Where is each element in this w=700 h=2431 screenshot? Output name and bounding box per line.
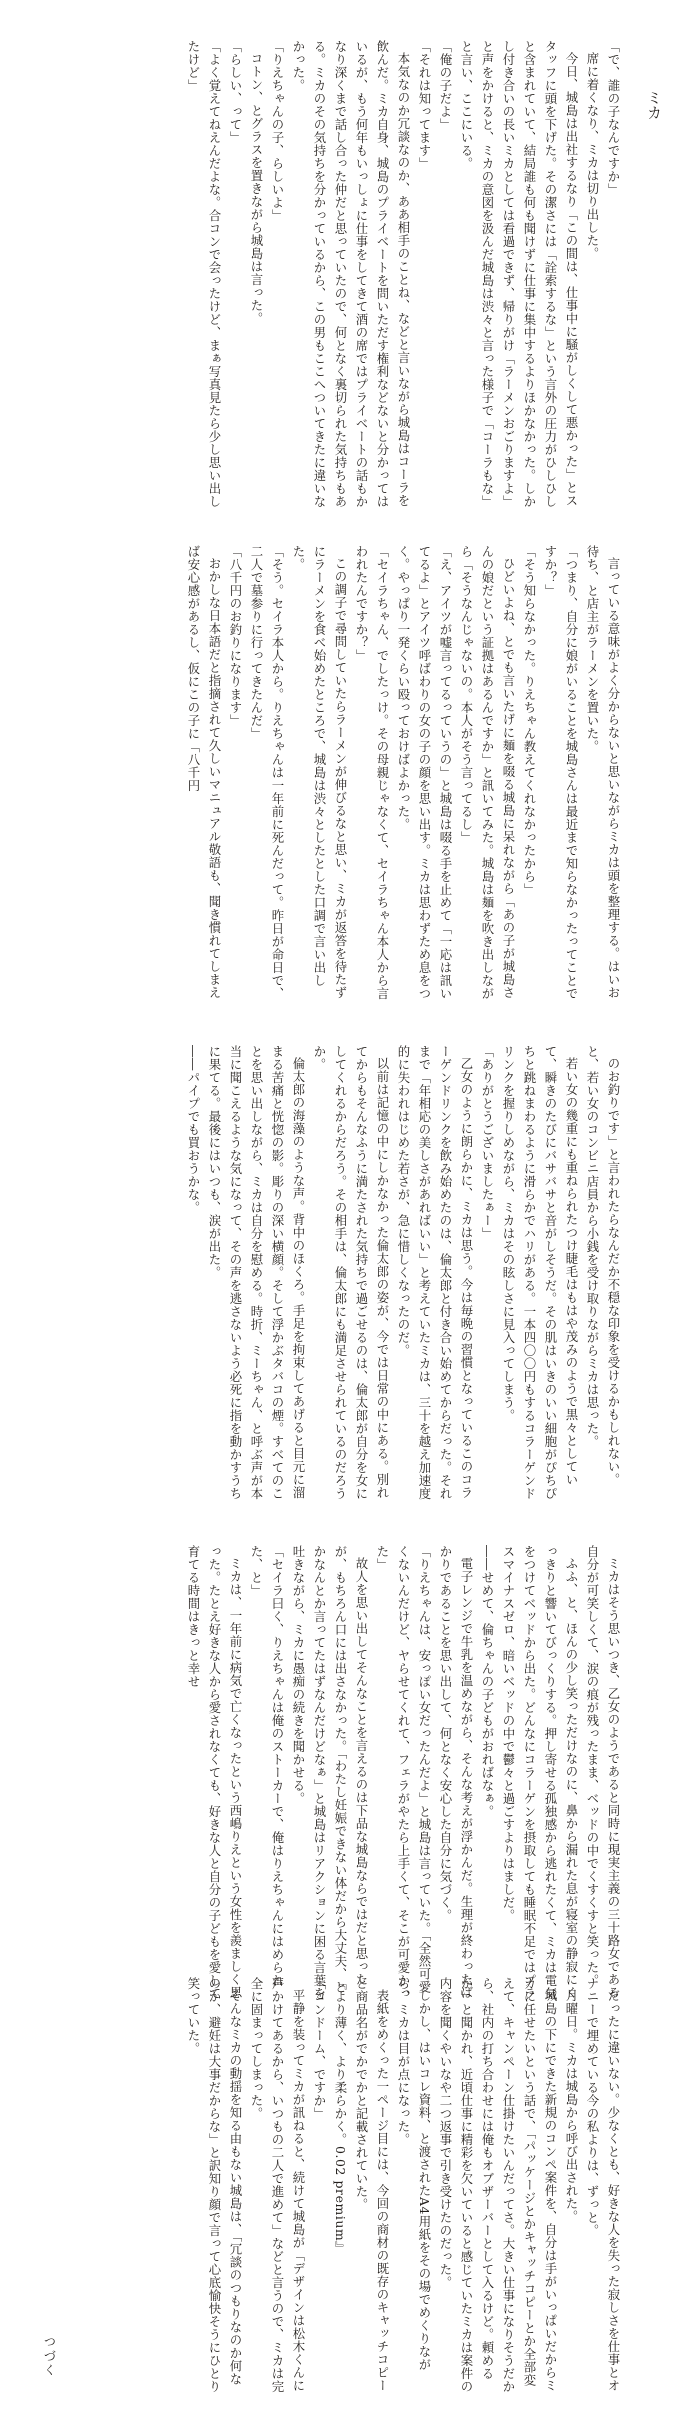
paragraph: ひどいよね、とでも言いたげに麺を啜る城島に呆れながら「あの子が城島さんの娘だという証拠はあるんですか」と訊いてみた。城島は麺を吹き出しながら「そうなんじゃないの。本人がそう言ってるし」: [459, 545, 516, 1000]
paragraph: 城島の下にできた新規のコンペ案件を、自分は手がいっぱいだからミカに任せたいという話で、「パッケージとかキャッチコピーとか全部変えて、キャンペーン仕掛けたいんだってさ。大きい仕事になりそうだから、社内の打ち合わせには俺もオブザーバーとして入るけど。頼めるか」と聞かれ、近頃仕事に精彩を欠いていると感じていたミカは案件の内容を聞くやいなや二つ返事で引き受けたのだった。: [438, 1977, 558, 2393]
paragraph: だったに違いない。少なくとも、好きな人を失った寂しさを仕事とオナニーで埋めている今の私よりは、ずっと。: [585, 1977, 621, 2393]
paragraph: 平静を装ってミカが訊ねると、続けて城島が「デザインは松木くんに声かけてあるから、いつもの二人で進めて」などと言うので、ミカは完全に固まってしまった。: [249, 1977, 306, 2393]
paragraph: 今日、城島は出社するなり「この間は、仕事中に騒がしくして悪かった」とスタッフに頭を下げた。その潔さには「詮索するな」という言外の圧力がひしひしと含まれていて、結局誰も何も聞けずに仕事に集中するよりほかなかった。しかし付き合いの長いミカとしては看過できず、帰りがけ「ラーメンおごりますよ」と声をかけると、ミカの意図を汲んだ城島は渋々と言った様子で「コーラもな」と言い、ここにいる。: [459, 40, 579, 508]
text-column-block: [18, 1545, 624, 2001]
paragraph: 以前は記憶の中にしかなかった倫太郎の姿が、今では日常の中にある。別れてからもそんなふうに満たされた気持ちで過ごせるのは、倫太郎が自分を女にしてくれるからだろう。その相手は、倫太郎にも満足させられているのだろうか。: [312, 1045, 390, 1500]
paragraph: 「らしい、って」: [228, 40, 243, 144]
text-column-block: [18, 1045, 624, 1501]
chapter-title: ミカ: [645, 90, 663, 120]
paragraph: しかし、はいコレ資料、と渡されたA4用紙をその場でめくりながら、ミカは目が点になった。: [396, 1977, 432, 2372]
paragraph: おかしな日本語だと指摘されて久しいマニュアル敬語も、聞き慣れてしまえば安心感があるし、仮にこの子に「八千円: [186, 545, 222, 1000]
paragraph: 「コンドーム、ですか」: [312, 1977, 327, 2120]
paragraph: 倫太郎の海藻のような声。背中のほくろ。手足を拘束してあげると目元に溜まる苦痛と恍惚の影。彫りの深い横顔。そして浮かぶタバコの煙。すべてのことを思い出しながら、ミカは自分を慰める。時折、ミーちゃん、と呼ぶ声が本当に聞こえるような気になって、その声を逃さないよう必死に指を動かすうちに果てる。最後にはいつも、涙が出た。: [207, 1045, 306, 1500]
paragraph: 月曜日。ミカは城島から呼び出された。: [564, 1989, 579, 2224]
paragraph: 「それは知ってます」: [417, 40, 432, 170]
paragraph: 「りえちゃんは、安っぽい女だったんだよ」と城島は言っていた。「全然可愛くないんだけど、ヤらせてくれて、フェラがやたら上手くて、そこが可愛かった」: [375, 1545, 432, 2000]
paragraph: 「そう知らなかった。りえちゃん教えてくれなかったから」: [522, 545, 537, 896]
paragraph: 席に着くなり、ミカは切り出した。: [585, 52, 600, 261]
paragraph: 「セイラ曰く、りえちゃんは俺のストーカーで、俺はりえちゃんにはめられた、と」: [249, 1545, 285, 1987]
paragraph: 若い女の幾重にも重ねられたつけ睫毛はもはや茂みのようで黒々としていて、瞬きのたびにバサバサと音がしそうだ。その肌はいきのいい細胞がぴちぴちと跳ねまわるように滑らかでハリがある。一本四〇〇円もするコラーゲンドリンクを握りしめながら、ミカはその眩しさに見入ってしまう。: [501, 1045, 579, 1500]
paragraph: 電子レンジで牛乳を温めながら、そんな考えが浮かんだ。生理が終わったばかりであることを思い出して、何となく安心した自分に気づく。: [438, 1545, 474, 2000]
to-be-continued-mark: つづく: [42, 2335, 57, 2379]
paragraph: 「俺の子だよ」: [438, 40, 453, 131]
paragraph: 故人を思い出してそんなことを言えるのは下品な城島ならではだと思ったが、もちろん口には出さなかった。「わたし妊娠できない体だから大丈夫、とかなんとか言ってたはずなんだけどなぁ」と城島はリアクションに困る言葉を吐きながら、ミカに愚痴の続きを聞かせる。: [291, 1545, 369, 2000]
text-column-block: [18, 40, 624, 508]
paragraph: 「ありがとうございましたぁー」: [480, 1045, 495, 1240]
paragraph: 『より薄く、より柔らかく。0.02 premium』: [333, 1977, 348, 2255]
paragraph: 「え、アイツが嘘言ってるっていうの」と城島は啜る手を止めて「一応は訊いてるよ」とアイツ呼ばわりの女の子の顔を思い出す。ミカは思わずため息をつく。やっぱり一発くらい殴っておけばよかった。: [396, 545, 453, 1000]
paragraph: 「よく覚えてねえんだよな。合コンで会ったけど、まぁ写真見たら少し思い出したけど」: [186, 40, 222, 508]
paragraph: ――パイプでも買おうかな。: [186, 1045, 201, 1214]
paragraph: ミカは、一年前に病気で亡くなったという西嶋りえという女性を羨ましく思った。たとえ好きな人から愛されなくても、好きな人と自分の子どもを愛して育てる時間はきっと幸せ: [186, 1545, 243, 2000]
paragraph: 「八千円のお釣りになります」: [228, 545, 243, 727]
paragraph: のお釣りです」と言われたらなんだか不穏な印象を受けるかもしれない。と、若い女のコンビニ店員から小銭を受け取りながらミカは思った。: [585, 1045, 621, 1487]
paragraph: 「で、誰の子なんですか」: [606, 40, 621, 196]
paragraph: コトン、とグラスを置きながら城島は言った。: [249, 52, 264, 326]
paragraph: 「りえちゃんの子、らしいよ」: [270, 40, 285, 222]
paragraph: 言っている意味がよく分からないと思いながらミカは頭を整理する。はいお待ち、と店主がラーメンを置いた。: [585, 545, 621, 1000]
paragraph: ミカはそう思いつき、乙女のようであると同時に現実主義の三十路女である自分が可笑しくて、涙の痕が残ったまま、ベッドの中でくすくすと笑った。: [585, 1545, 621, 2000]
paragraph: そんなミカの動揺を知る由もない城島は、「冗談のつもりなのか何なのか、避妊は大事だからな」と訳知り顔で言って心底愉快そうにひとり笑っていた。: [186, 1977, 243, 2393]
paragraph: 表紙をめくった一ページ目には、今回の商材の既存のキャッチコピーと商品名がでかでかと記載されていた。: [354, 1977, 390, 2393]
paragraph: 「つまり、自分に娘がいることを城島さんは最近まで知らなかったってことですか？」: [543, 545, 579, 1000]
paragraph: ――せめて、倫ちゃんの子どもがおればなぁ。: [480, 1545, 495, 1818]
text-column-block: [18, 1977, 624, 2395]
paragraph: ふふ、と、ほんの少し笑っただけなのに、鼻から漏れた息が寝室の静寂にくっきりと響いてびっくりする。押し寄せる孤独感から逃れたくて、ミカは電気をつけてベッドから出た。どんなにコラーゲンを摂取しても睡眠不足ではプラスマイナスゼロ、暗いベッドの中で鬱々と過ごすよりはましだ。: [501, 1545, 579, 2000]
paragraph: 本気なのか冗談なのか、ああ相手のことね、などと言いながら城島はコーラを飲んだ。ミカ自身、城島のプライベートを問いただす権利などないと分かってはいるが、もう何年もいっしょに仕事をしてきて酒の席ではプライベートの話もかなり深くまで話し合った仲だと思っていたので、何となく裏切られた気持ちもある。ミカのその気持ちを分かっているから、この男もここへついてきたに違いなかった。: [291, 40, 411, 508]
text-column-block: [18, 545, 624, 1001]
paragraph: 「セイラちゃん、でしたっけ。その母親じゃなくて、セイラちゃん本人から言われたんですか？」: [354, 545, 390, 1000]
paragraph: この調子で尋問していたらラーメンが伸びるなと思い、ミカが返答を待たずにラーメンを食べ始めたところで、城島は渋々としたとした口調で言い出した。: [291, 545, 348, 1000]
paragraph: 「そう。セイラ本人から。りえちゃんは一年前に死んだって。昨日が命日で、二人で墓参りに行ってきたんだ」: [249, 545, 285, 1000]
paragraph: 乙女のように朗らかに、ミカは思う。今は毎晩の習慣となっているこのコラーゲンドリンクを飲み始めたのは、倫太郎と付き合い始めてからだった。それまで「年相応の美しさがあればいい」と考えていたミカは、三十を越え加速度的に失われはじめた若さが、急に惜しくなったのだ。: [396, 1045, 474, 1500]
